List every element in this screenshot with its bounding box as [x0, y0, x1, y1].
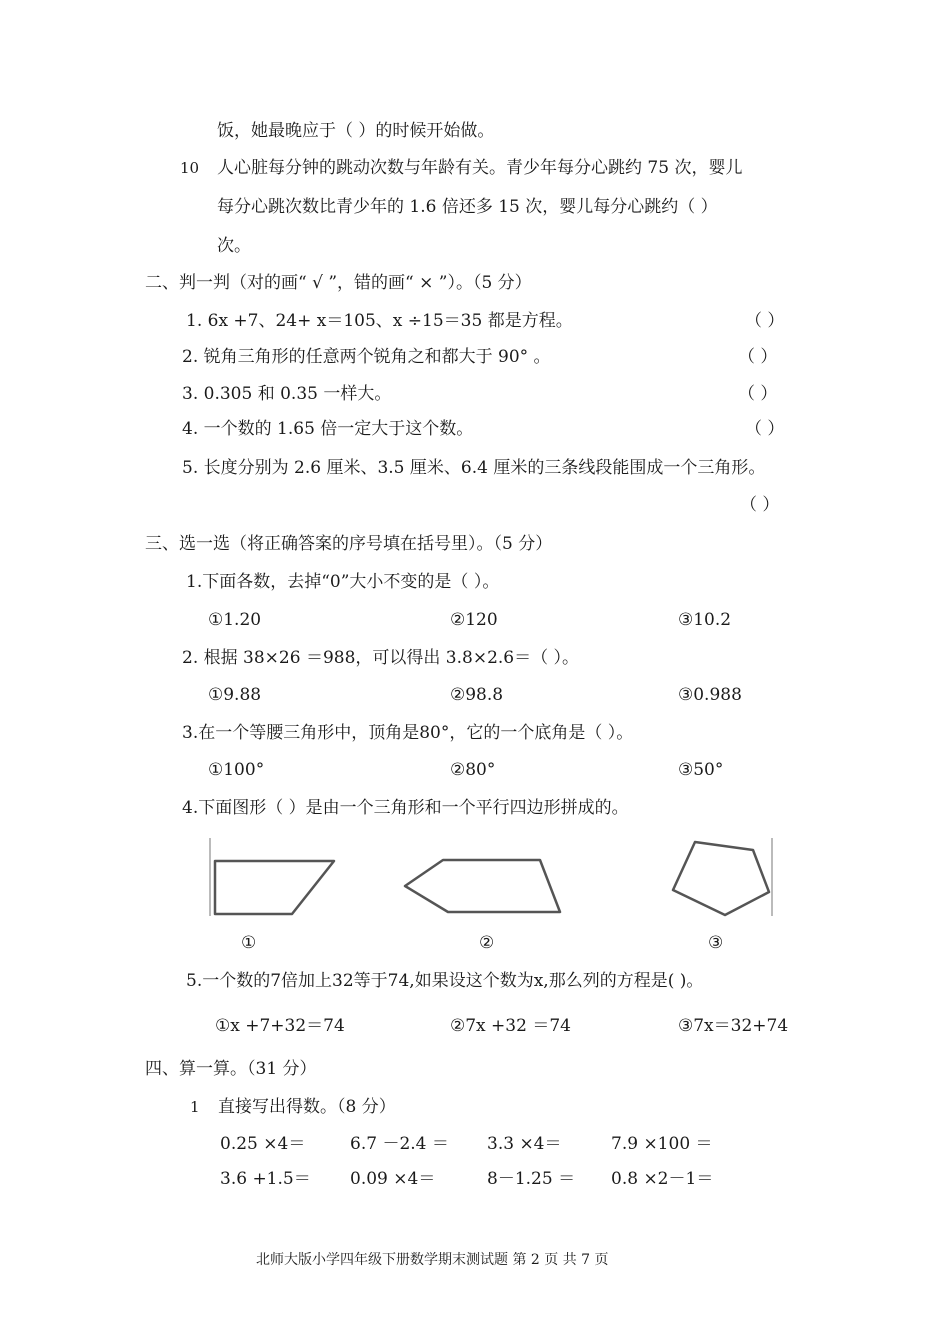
figure-2-pentagon-shape: [405, 860, 560, 912]
figure-1-trapezoid-shape: [210, 838, 334, 916]
section4-title: 四、算一算。（31 分）: [145, 1059, 317, 1079]
judge-item-5: 5. 长度分别为 2.6 厘米、3.5 厘米、6.4 厘米的三条线段能围成一个三角形。: [182, 458, 766, 478]
choice-q2-option-1[interactable]: ①9.88: [208, 685, 262, 705]
calc-sub1-title: 直接写出得数。（8 分）: [218, 1097, 396, 1117]
q10-line2: 每分心跳次数比青少年的 1.6 倍还多 15 次，婴儿每分心跳约（ ）: [217, 197, 718, 217]
choice-q2-option-2[interactable]: ②98.8: [450, 685, 504, 705]
q10-line1: 人心脏每分钟的跳动次数与年龄有关。青少年每分心跳约 75 次，婴儿: [217, 158, 743, 178]
figure-label-1[interactable]: ①: [241, 933, 257, 953]
section3-title: 三、选一选（将正确答案的序号填在括号里）。（5 分）: [145, 534, 553, 554]
choice-q5-option-1[interactable]: ①x +7+32＝74: [215, 1016, 345, 1036]
calc-sub1-number: 1: [190, 1098, 200, 1116]
judge-answer-5[interactable]: （ ）: [740, 495, 780, 515]
judge-answer-1[interactable]: （ ）: [745, 311, 785, 331]
choice-q3-option-1[interactable]: ①100°: [208, 760, 265, 780]
judge-answer-4[interactable]: （ ）: [745, 419, 785, 439]
choice-q4: 4.下面图形（ ）是由一个三角形和一个平行四边形拼成的。: [182, 798, 629, 818]
choice-q3-option-2[interactable]: ②80°: [450, 760, 496, 780]
q10-number: 10: [180, 159, 200, 177]
judge-item-2: 2. 锐角三角形的任意两个锐角之和都大于 90° 。: [182, 347, 551, 367]
figure-3-pentagon-shape: [673, 838, 772, 916]
choice-q4-figures: [208, 834, 774, 920]
calc-item[interactable]: 7.9 ×100 ＝: [611, 1134, 713, 1154]
choice-q1-option-2[interactable]: ②120: [450, 610, 498, 630]
choice-q3: 3.在一个等腰三角形中，顶角是80°，它的一个底角是（ ）。: [182, 723, 634, 743]
judge-item-1: 1. 6x +7、24+ x＝105、x ÷15＝35 都是方程。: [186, 311, 573, 331]
q9-continuation: 饭，她最晚应于（ ）的时候开始做。: [217, 121, 495, 141]
choice-q5-option-2[interactable]: ②7x +32 ＝74: [450, 1016, 571, 1036]
calc-item[interactable]: 3.3 ×4＝: [487, 1134, 562, 1154]
choice-q1-option-3[interactable]: ③10.2: [678, 610, 732, 630]
choice-q5: 5.一个数的7倍加上32等于74,如果设这个数为x,那么列的方程是( )。: [186, 971, 704, 991]
judge-answer-2[interactable]: （ ）: [738, 347, 778, 367]
choice-q2-option-3[interactable]: ③0.988: [678, 685, 742, 705]
q10-line3: 次。: [217, 236, 251, 256]
calc-item[interactable]: 0.09 ×4＝: [350, 1169, 436, 1189]
choice-q1: 1.下面各数，去掉“0”大小不变的是（ ）。: [186, 572, 500, 592]
figure-label-2[interactable]: ②: [479, 933, 495, 953]
choice-q3-option-3[interactable]: ③50°: [678, 760, 724, 780]
choice-q1-option-1[interactable]: ①1.20: [208, 610, 262, 630]
page-footer: 北师大版小学四年级下册数学期末测试题 第 2 页 共 7 页: [256, 1252, 609, 1268]
judge-answer-3[interactable]: （ ）: [738, 384, 778, 404]
calc-item[interactable]: 0.25 ×4＝: [220, 1134, 306, 1154]
calc-item[interactable]: 6.7 －2.4 ＝: [350, 1134, 449, 1154]
section2-title: 二、判一判（对的画“ √ ”，错的画“ × ”）。（5 分）: [145, 273, 532, 293]
calc-item[interactable]: 8－1.25 ＝: [487, 1169, 576, 1189]
figure-label-3[interactable]: ③: [708, 933, 724, 953]
judge-item-4: 4. 一个数的 1.65 倍一定大于这个数。: [182, 419, 474, 439]
calc-item[interactable]: 0.8 ×2－1＝: [611, 1169, 714, 1189]
choice-q2: 2. 根据 38×26 ＝988，可以得出 3.8×2.6＝（ ）。: [182, 648, 580, 668]
choice-q5-option-3[interactable]: ③7x＝32+74: [678, 1016, 789, 1036]
judge-item-3: 3. 0.305 和 0.35 一样大。: [182, 384, 392, 404]
calc-item[interactable]: 3.6 +1.5＝: [220, 1169, 311, 1189]
